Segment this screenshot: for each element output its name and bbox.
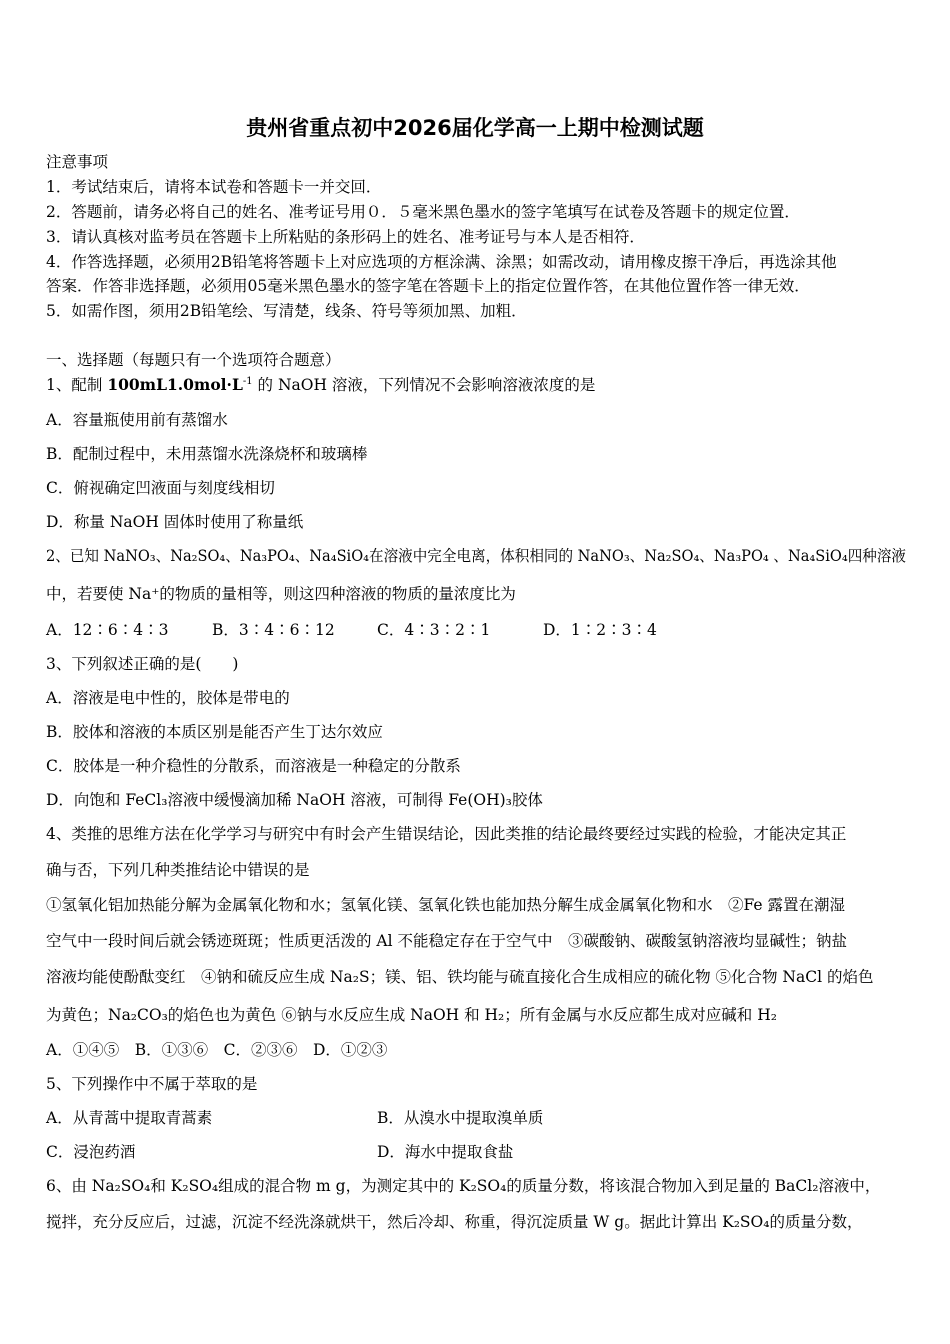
question-6-stem: 搅拌，充分反应后，过滤，沉淀不经洗涤就烘干，然后冷却、称重，得沉淀质量 W g。据此计算出 K₂SO₄的质量分数， bbox=[46, 1213, 863, 1231]
option-c: C．胶体是一种介稳性的分散系，而溶液是一种稳定的分散系 bbox=[46, 757, 461, 775]
option-b: B．从溴水中提取溴单质 bbox=[377, 1109, 544, 1127]
notice-item: 5．如需作图，须用2B铅笔绘、写清楚，线条、符号等须加黑、加粗． bbox=[46, 302, 527, 320]
superscript: -1 bbox=[242, 375, 253, 387]
option-b: B．胶体和溶液的本质区别是能否产生丁达尔效应 bbox=[46, 723, 383, 741]
concentration-value: 100mL1.0mol·L bbox=[107, 375, 243, 394]
question-number: 1、 bbox=[46, 376, 72, 394]
question-2-stem: 2、已知 NaNO₃、Na₂SO₄、Na₃PO₄、Na₄SiO₄在溶液中完全电离，体积相同的 NaNO₃、Na₂SO₄、Na₃PO₄ 、Na₄SiO₄四种溶液 bbox=[46, 547, 906, 565]
notice-item: 答案．作答非选择题，必须用05毫米黑色墨水的签字笔在答题卡上的指定位置作答，在其他位置作答一律无效． bbox=[46, 277, 810, 295]
option-a: A．从青蒿中提取青蒿素 bbox=[46, 1109, 213, 1127]
question-6-stem: 6、由 Na₂SO₄和 K₂SO₄组成的混合物 m g，为测定其中的 K₂SO₄的质量分数，将该混合物加入到足量的 BaCl₂溶液中， bbox=[46, 1177, 881, 1195]
question-text: 配制 bbox=[71, 376, 108, 394]
question-text: 的 NaOH 溶液，下列情况不会影响溶液浓度的是 bbox=[252, 376, 596, 394]
question-5-stem: 5、下列操作中不属于萃取的是 bbox=[46, 1075, 258, 1093]
option-d: D．1∶2∶3∶4 bbox=[543, 621, 657, 639]
option-a: A．容量瓶使用前有蒸馏水 bbox=[46, 411, 228, 429]
option-a: A．12∶6∶4∶3 bbox=[46, 621, 169, 639]
option-c: C．4∶3∶2∶1 bbox=[377, 621, 491, 639]
question-4-statement: 空气中一段时间后就会锈迹斑斑；性质更活泼的 Al 不能稳定存在于空气中 ③碳酸钠、碳酸氢钠溶液均显碱性；钠盐 bbox=[46, 932, 848, 950]
notice-item: 3．请认真核对监考员在答题卡上所粘贴的条形码上的姓名、准考证号与本人是否相符． bbox=[46, 228, 645, 246]
option-a: A．溶液是电中性的，胶体是带电的 bbox=[46, 689, 290, 707]
option-d: D．向饱和 FeCl₃溶液中缓慢滴加稀 NaOH 溶液，可制得 Fe(OH)₃胶体 bbox=[46, 791, 543, 809]
question-4-stem: 4、类推的思维方法在化学学习与研究中有时会产生错误结论，因此类推的结论最终要经过实践的检验，才能决定其正 bbox=[46, 825, 847, 843]
question-4-statement: 溶液均能使酚酞变红 ④钠和硫反应生成 Na₂S；镁、铝、铁均能与硫直接化合生成相应的硫化物 ⑤化合物 NaCl 的焰色 bbox=[46, 968, 874, 986]
question-2-stem: 中，若要使 Na⁺的物质的量相等，则这四种溶液的物质的量浓度比为 bbox=[46, 585, 516, 603]
option-b: B．3∶4∶6∶12 bbox=[212, 621, 335, 639]
page-title: 贵州省重点初中2026届化学高一上期中检测试题 bbox=[246, 116, 704, 140]
section-heading: 一、选择题（每题只有一个选项符合题意） bbox=[46, 351, 341, 369]
notice-item: 2．答题前，请务必将自己的姓名、准考证号用０．５毫米黑色墨水的签字笔填写在试卷及答题卡的规定位置． bbox=[46, 203, 800, 221]
option-b: B．配制过程中，未用蒸馏水洗涤烧杯和玻璃棒 bbox=[46, 445, 368, 463]
question-4-stem: 确与否，下列几种类推结论中错误的是 bbox=[46, 861, 310, 879]
question-4-options: A．①④⑤ B．①③⑥ C．②③⑥ D．①②③ bbox=[46, 1041, 388, 1059]
question-4-statement: ①氢氧化铝加热能分解为金属氧化物和水；氢氧化镁、氢氧化铁也能加热分解生成金属氧化物和水 ②Fe 露置在潮湿 bbox=[46, 896, 846, 914]
question-4-statement: 为黄色；Na₂CO₃的焰色也为黄色 ⑥钠与水反应生成 NaOH 和 H₂；所有金属与水反应都生成对应碱和 H₂ bbox=[46, 1006, 777, 1024]
question-3-stem: 3、下列叙述正确的是( ) bbox=[46, 655, 239, 673]
option-d: D．海水中提取食盐 bbox=[377, 1143, 514, 1161]
notice-item: 1．考试结束后，请将本试卷和答题卡一并交回． bbox=[46, 178, 382, 196]
option-d: D．称量 NaOH 固体时使用了称量纸 bbox=[46, 513, 304, 531]
question-1-stem bbox=[46, 375, 595, 395]
notice-heading: 注意事项 bbox=[46, 153, 109, 171]
option-c: C．俯视确定凹液面与刻度线相切 bbox=[46, 479, 275, 497]
option-c: C．浸泡药酒 bbox=[46, 1143, 136, 1161]
notice-item: 4．作答选择题，必须用2B铅笔将答题卡上对应选项的方框涂满、涂黑；如需改动，请用橡皮擦干净后，再选涂其他 bbox=[46, 253, 837, 271]
